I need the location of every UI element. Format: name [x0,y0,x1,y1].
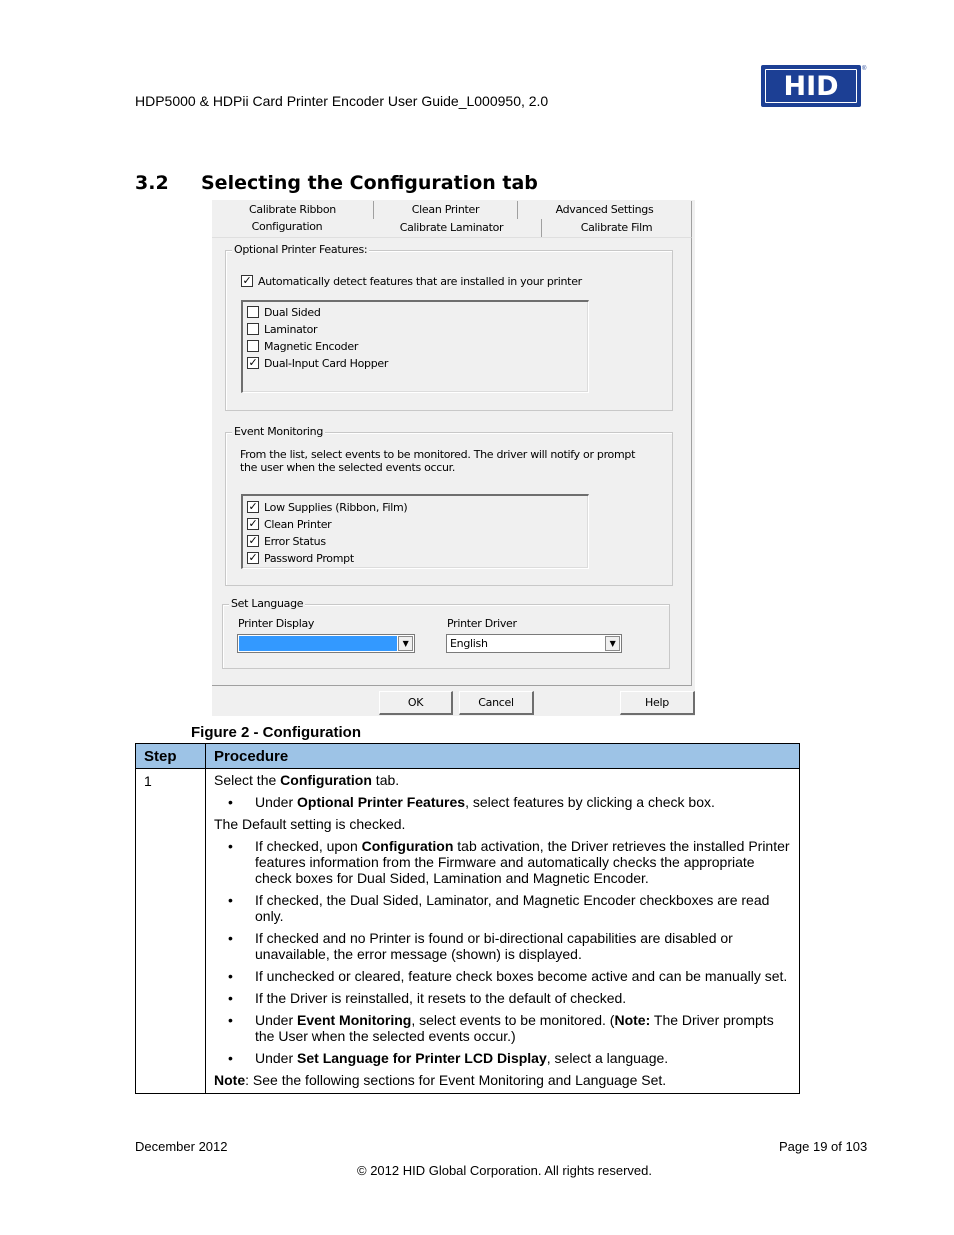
help-button[interactable]: Help [620,691,695,715]
checkbox-box[interactable]: ✓ [248,551,258,564]
event-error-status[interactable] [247,534,326,548]
bullet-list [214,794,793,810]
text: The Driver prompts the User when the selected events occur.) [255,1012,774,1044]
checkbox-box[interactable]: ✓ [248,356,258,369]
ok-button[interactable]: OK [379,691,453,715]
procedure-cell [206,769,800,1094]
text: Under [255,1012,298,1028]
feature-laminator[interactable] [247,322,317,336]
note-line [214,1072,793,1088]
checkbox-label: Dual Sided [264,305,321,319]
footer-page-number: Page 19 of 103 [779,1139,868,1154]
checkbox-box[interactable]: ✓ [248,534,258,547]
checkbox-box[interactable]: ✓ [242,274,252,287]
printer-driver-value: English [450,637,488,650]
text: If checked, upon [255,838,362,854]
cancel-button[interactable]: Cancel [459,691,534,715]
tab-label: Calibrate Film [580,221,653,234]
figure-caption: Figure 2 - Configuration [191,724,361,741]
text-bold: Note [214,1072,246,1088]
checkbox-box[interactable]: ✓ [248,517,258,530]
list-item [214,838,793,886]
event-clean-printer[interactable] [247,517,331,531]
text-bold: Set Language for Printer LCD Display [297,1050,547,1066]
tab-label: Calibrate Ribbon [249,203,336,216]
procedure-line: The Default setting is checked. [214,816,406,832]
text-bold: Note: [614,1012,651,1028]
chevron-down-icon[interactable]: ▼ [605,636,620,651]
tab-calibrate-laminator[interactable] [362,219,542,237]
configuration-dialog [212,200,695,716]
tab-calibrate-ribbon[interactable] [212,201,374,219]
checkbox-label: Low Supplies (Ribbon, Film) [264,500,408,514]
group-label: Optional Printer Features: [234,243,368,256]
table-row [136,769,800,1094]
checkbox-box[interactable] [247,340,259,352]
text: , select a language. [546,1050,669,1066]
selection-highlight [239,636,397,651]
feature-dual-input-hopper[interactable] [247,356,388,370]
document-title: HDP5000 & HDPii Card Printer Encoder User Guide_L000950, 2.0 [135,93,549,109]
event-low-supplies[interactable] [247,500,407,514]
footer-copyright: © 2012 HID Global Corporation. All rights reserved. [357,1163,652,1178]
list-item: • If the Driver is reinstalled, it resets to the default of checked. [214,990,793,1006]
checkbox-box[interactable] [247,323,259,335]
text-bold: Configuration [280,772,372,788]
event-password-prompt[interactable] [247,551,354,565]
checkbox-label: Automatically detect features that are installed in your printer [258,274,582,288]
text-bold: Event Monitoring [297,1012,412,1028]
auto-detect-checkbox[interactable] [241,274,582,288]
event-description-line2: the user when the selected events occur. [240,461,456,474]
hid-logo [761,65,861,107]
printer-display-select[interactable] [237,634,415,653]
text: Under [255,1050,298,1066]
step-number: 1 [144,773,152,789]
tab-label: Advanced Settings [555,203,654,216]
procedure-table [135,743,800,1094]
text: : See the following sections for Event Monitoring and Language Set. [245,1072,667,1088]
section-number: 3.2 [135,172,169,194]
text: tab. [371,772,400,788]
printer-display-label: Printer Display [238,617,315,630]
registered-mark: ® [862,66,867,72]
checkbox-label: Magnetic Encoder [264,339,359,353]
checkbox-label: Dual-Input Card Hopper [264,356,389,370]
tab-label: Configuration [251,220,323,233]
text: , select features by clicking a check box. [465,794,715,810]
text-bold: Optional Printer Features [297,794,466,810]
footer-date: December 2012 [135,1139,228,1154]
event-description-line1: From the list, select events to be monitored. The driver will notify or prompt [240,448,636,461]
checkbox-label: Clean Printer [264,517,332,531]
step-cell [136,769,206,1094]
checkbox-box[interactable]: ✓ [248,500,258,513]
chevron-down-icon[interactable]: ▼ [398,636,413,651]
header-procedure: Procedure [206,744,800,769]
tab-advanced-settings[interactable] [518,201,692,219]
feature-dual-sided[interactable] [247,305,321,319]
printer-driver-label: Printer Driver [447,617,517,630]
list-item [214,1050,793,1066]
checkbox-label: Laminator [264,322,318,336]
tab-configuration[interactable] [212,218,362,236]
procedure-line [214,772,793,788]
text: Under [255,794,298,810]
bullet-list [214,838,793,1066]
checkbox-label: Error Status [264,534,326,548]
tab-calibrate-film[interactable] [542,219,692,237]
tab-clean-printer[interactable] [374,201,518,219]
list-item: • If unchecked or cleared, feature check boxes become active and can be manually set. [214,968,793,984]
checkbox-box[interactable] [247,306,259,318]
group-label: Event Monitoring [234,425,324,438]
header-step: Step [136,744,206,769]
feature-magnetic-encoder[interactable] [247,339,358,353]
hid-logo-text: HID [783,70,839,102]
list-item [214,794,793,810]
table-header-row [136,744,800,769]
section-title: Selecting the Configuration tab [201,172,538,194]
tab-label: Calibrate Laminator [399,221,504,234]
list-item: • If checked and no Printer is found or bi-directional capabilities are disabled or unavailable, the error message (shown) is displayed. [214,930,793,962]
text: tab activation, the Driver retrieves the installed Printer features information from the Firmware and automatically checks the appropriate check boxes for Dual Sided, Lamination and Magnetic Encoder. [255,838,790,886]
printer-driver-select[interactable] [446,634,622,653]
list-item: • If checked, the Dual Sided, Laminator, and Magnetic Encoder checkboxes are read only. [214,892,793,924]
text: Select the [214,772,281,788]
group-label: Set Language [231,597,304,610]
list-item [214,1012,793,1044]
text: , select events to be monitored. ( [411,1012,615,1028]
tab-label: Clean Printer [411,203,480,216]
checkbox-label: Password Prompt [264,551,354,565]
text-bold: Configuration [361,838,454,854]
